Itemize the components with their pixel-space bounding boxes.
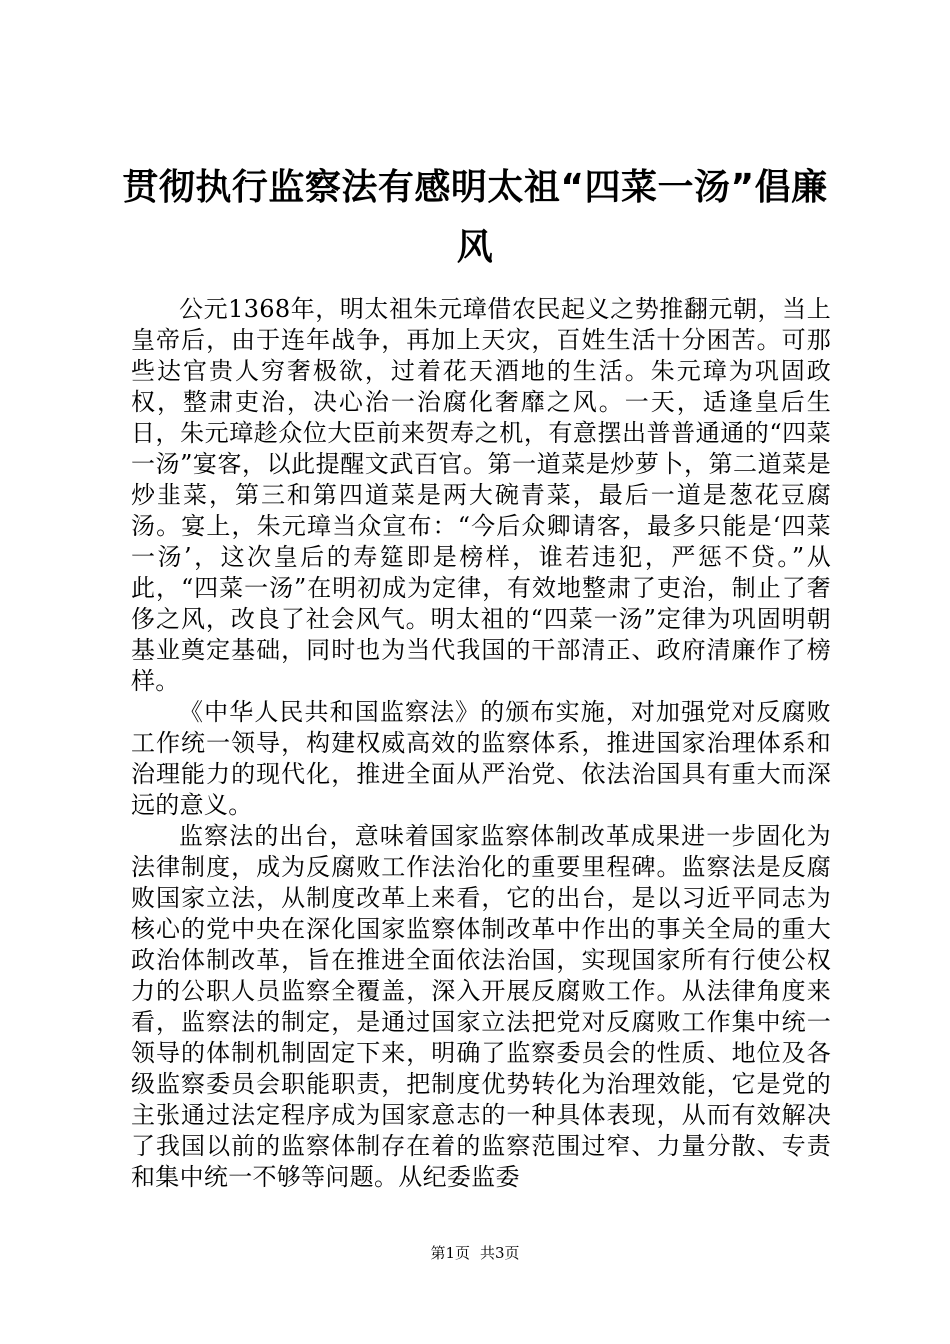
document-title: 贯彻执行监察法有感明太祖“四菜一汤”倡廉风 (122, 167, 828, 268)
paragraph-3: 监察法的出台，意味着国家监察体制改革成果进一步固化为法律制度，成为反腐败工作法治化的重要里程碑。监察法是反腐败国家立法，从制度改革上来看，它的出台，是以习近平同志为核心的党中央在深化国家监察体制改革中作出的事关全局的重大政治体制改革，旨在推进全面依法治国，实现国家所有行使公权力的公职人员监察全覆盖，深入开展反腐败工作。从法律角度来看，监察法的制定，是通过国家立法把党对反腐败工作集中统一领导的体制机制固定下来，明确了监察委员会的性质、地位及各级监察委员会职能职责，把制度优势转化为治理效能，它是党的主张通过法定程序成为国家意志的一种具体表现，从而有效解决了我国以前的监察体制存在着的监察范围过窄、力量分散、专责和集中统一不够等问题。从纪委监委 (131, 822, 831, 1191)
page-footer (0, 1243, 950, 1263)
page-total: 共3页 (480, 1244, 520, 1262)
paragraph-1: 公元1368年，明太祖朱元璋借农民起义之势推翻元朝，当上皇帝后，由于连年战争，再加上天灾，百姓生活十分困苦。可那些达官贵人穷奢极欲，过着花天酒地的生活。朱元璋为巩固政权，整肃吏治，决心治一治腐化奢靡之风。一天，适逢皇后生日，朱元璋趁众位大臣前来贺寿之机，有意摆出普普通通的“四菜一汤”宴客，以此提醒文武百官。第一道菜是炒萝卜，第二道菜是炒韭菜，第三和第四道菜是两大碗青菜，最后一道是葱花豆腐汤。宴上，朱元璋当众宣布：“今后众卿请客，最多只能是‘四菜一汤’，这次皇后的寿筵即是榜样，谁若违犯，严惩不贷。”从此，“四菜一汤”在明初成为定律，有效地整肃了吏治，制止了奢侈之风，改良了社会风气。明太祖的“四菜一汤”定律为巩固明朝基业奠定基础，同时也为当代我国的干部清正、政府清廉作了榜样。 (131, 295, 831, 695)
paragraph-2: 《中华人民共和国监察法》的颁布实施，对加强党对反腐败工作统一领导，构建权威高效的监察体系，推进国家治理体系和治理能力的现代化，推进全面从严治党、依法治国具有重大而深远的意义。 (131, 698, 831, 819)
page-number: 第1页 (430, 1244, 470, 1262)
document-body (131, 294, 831, 1193)
